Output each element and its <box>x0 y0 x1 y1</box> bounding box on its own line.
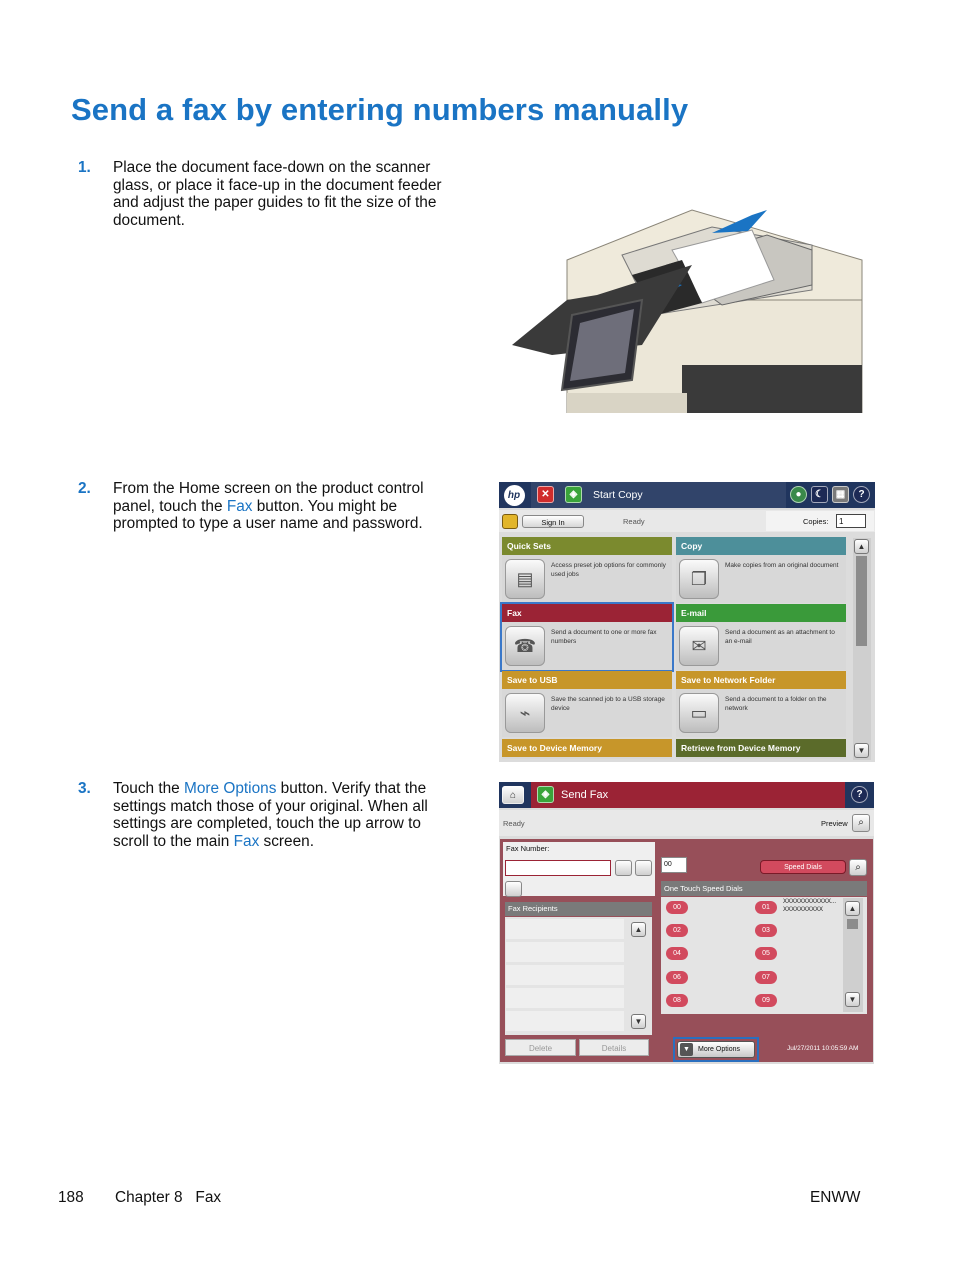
sign-in-button[interactable]: Sign In <box>522 515 584 528</box>
tile-title: Save to USB <box>502 671 672 689</box>
tile-description: Send a document to one or more fax numbers <box>551 629 657 645</box>
page-number: 188 <box>58 1189 84 1206</box>
tile-save-to-device-memory[interactable] <box>502 739 672 759</box>
tile-email[interactable] <box>676 604 846 670</box>
list-item[interactable] <box>506 988 624 1008</box>
step-text-part: From the Home screen on the product control panel, touch the <box>113 480 424 515</box>
preview-icon[interactable]: ⌕ <box>852 814 870 832</box>
fax-number-input[interactable] <box>505 860 611 876</box>
home-screen <box>499 482 875 762</box>
speed-dial-name-line: XXXXXXXXXX <box>783 907 824 913</box>
sleep-icon[interactable]: ☾ <box>811 486 828 503</box>
speed-dials-button[interactable]: Speed Dials <box>760 860 846 874</box>
list-item[interactable] <box>506 919 624 939</box>
fax-icon: ☎ <box>505 626 545 666</box>
speed-dial-input[interactable]: 00 <box>661 857 687 873</box>
speed-dial-00[interactable]: 00 <box>666 901 688 914</box>
details-button[interactable]: Details <box>579 1039 649 1056</box>
start-button[interactable]: ◈ <box>537 786 554 803</box>
status-bar <box>499 810 874 836</box>
scroll-up-icon[interactable]: ▲ <box>845 901 860 916</box>
tile-title: E-mail <box>676 604 846 622</box>
step-text-part: screen. <box>259 832 315 850</box>
tile-title: Save to Network Folder <box>676 671 846 689</box>
timestamp: Jul/27/2011 10:05:59 AM <box>787 1045 859 1052</box>
scroll-down-icon[interactable]: ▼ <box>845 992 860 1007</box>
preview-label[interactable]: Preview <box>821 819 848 828</box>
speed-dial-04[interactable]: 04 <box>666 947 688 960</box>
speed-dial-05[interactable]: 05 <box>755 947 777 960</box>
tile-save-to-network-folder[interactable] <box>676 671 846 737</box>
page-title: Send a fax by entering numbers manually <box>71 92 689 127</box>
list-item[interactable] <box>506 965 624 985</box>
step-number: 1. <box>78 159 91 176</box>
scroll-thumb[interactable] <box>847 919 858 929</box>
hp-logo-text: hp <box>504 485 525 506</box>
tile-retrieve-from-device-memory[interactable] <box>676 739 846 759</box>
chapter-label: Chapter 8 Fax <box>115 1189 222 1206</box>
fax-link[interactable]: Fax <box>226 497 253 515</box>
step-text-part: Touch the <box>113 780 185 797</box>
start-button[interactable]: ◈ <box>565 486 582 503</box>
sign-in-icon[interactable] <box>502 514 518 529</box>
speed-dial-06[interactable]: 06 <box>666 971 688 984</box>
help-icon[interactable]: ? <box>853 486 870 503</box>
tile-copy[interactable] <box>676 537 846 603</box>
speed-dial-name-line: XXXXXXXXXXXX... <box>783 899 837 905</box>
status-text: Ready <box>503 819 525 828</box>
tile-title: Fax <box>502 604 672 622</box>
tile-title: Quick Sets <box>502 537 672 555</box>
tile-description: Save the scanned job to a USB storage device <box>551 696 665 712</box>
scroll-down-icon[interactable]: ▼ <box>631 1014 646 1029</box>
folder-icon: ▭ <box>679 693 719 733</box>
step-number: 2. <box>78 480 91 497</box>
one-touch-header: One Touch Speed Dials <box>661 881 867 896</box>
speed-dial-01-name <box>783 898 836 914</box>
tile-description: Send a document to a folder on the network <box>725 696 827 712</box>
recipients-header: Fax Recipients <box>505 902 652 916</box>
scroll-thumb[interactable] <box>856 556 867 646</box>
keypad-icon[interactable] <box>635 860 652 876</box>
printer-illustration <box>512 205 864 413</box>
hp-logo <box>499 482 529 508</box>
home-icon[interactable]: ⌂ <box>502 786 524 804</box>
search-icon[interactable]: ⌕ <box>849 859 867 876</box>
tile-quick-sets[interactable] <box>502 537 672 603</box>
backspace-icon[interactable] <box>615 860 632 876</box>
speed-dial-09[interactable]: 09 <box>755 994 777 1007</box>
step-text: Place the document face-down on the scanner glass, or place it face-up in the document feeder and adjust the paper guides to fit the size of the document. <box>113 159 442 229</box>
help-icon[interactable]: ? <box>851 786 868 803</box>
scroll-up-icon[interactable]: ▲ <box>631 922 646 937</box>
step-text-part: button. You might be prompted to type a user name and password. <box>113 497 423 532</box>
step-text <box>113 480 448 533</box>
speed-dial-07[interactable]: 07 <box>755 971 777 984</box>
envelope-icon: ✉ <box>679 626 719 666</box>
status-text: Ready <box>623 517 645 526</box>
add-recipient-icon[interactable] <box>505 881 522 897</box>
stop-button[interactable]: ✕ <box>537 486 554 503</box>
tile-title: Copy <box>676 537 846 555</box>
scroll-up-icon[interactable]: ▲ <box>854 539 869 554</box>
tile-save-to-usb[interactable] <box>502 671 672 737</box>
speed-dial-01[interactable]: 01 <box>755 901 777 914</box>
scroll-down-icon[interactable]: ▼ <box>854 743 869 758</box>
send-fax-screen <box>499 782 874 1064</box>
tile-fax[interactable] <box>502 604 672 670</box>
tile-title: Retrieve from Device Memory <box>676 739 846 757</box>
copies-label: Copies: <box>803 517 829 526</box>
fax-number-label: Fax Number: <box>506 844 550 853</box>
tile-description: Send a document as an attachment to an e-mail <box>725 629 835 645</box>
copy-icon: ❐ <box>679 559 719 599</box>
tile-title: Save to Device Memory <box>502 739 672 757</box>
usb-icon: ⌁ <box>505 693 545 733</box>
chevron-down-icon: ▼ <box>680 1043 693 1056</box>
speed-dial-08[interactable]: 08 <box>666 994 688 1007</box>
delete-button[interactable]: Delete <box>505 1039 576 1056</box>
footer-right: ENWW <box>810 1189 861 1206</box>
send-fax-title: Send Fax <box>561 789 609 801</box>
copies-input[interactable]: 1 <box>836 514 866 528</box>
language-icon[interactable]: ▦ <box>832 486 849 503</box>
tile-description: Make copies from an original document <box>725 562 839 569</box>
tile-description: Access preset job options for commonly used jobs <box>551 562 666 578</box>
list-item[interactable] <box>506 1011 624 1031</box>
step-text-part: button. Verify that the settings match those of your original. When all settings are completed, touch the up arrow to scroll to the main <box>113 780 428 850</box>
fax-link[interactable]: Fax <box>233 832 260 850</box>
more-options-button[interactable]: More Options <box>677 1041 755 1058</box>
step-text <box>113 780 448 850</box>
list-item[interactable] <box>506 942 624 962</box>
more-options-link[interactable]: More Options <box>184 780 277 797</box>
speed-dial-02[interactable]: 02 <box>666 924 688 937</box>
speed-dial-03[interactable]: 03 <box>755 924 777 937</box>
network-icon[interactable]: ● <box>790 486 807 503</box>
clipboard-icon: ▤ <box>505 559 545 599</box>
step-number: 3. <box>78 780 91 797</box>
start-copy-label: Start Copy <box>593 489 643 501</box>
